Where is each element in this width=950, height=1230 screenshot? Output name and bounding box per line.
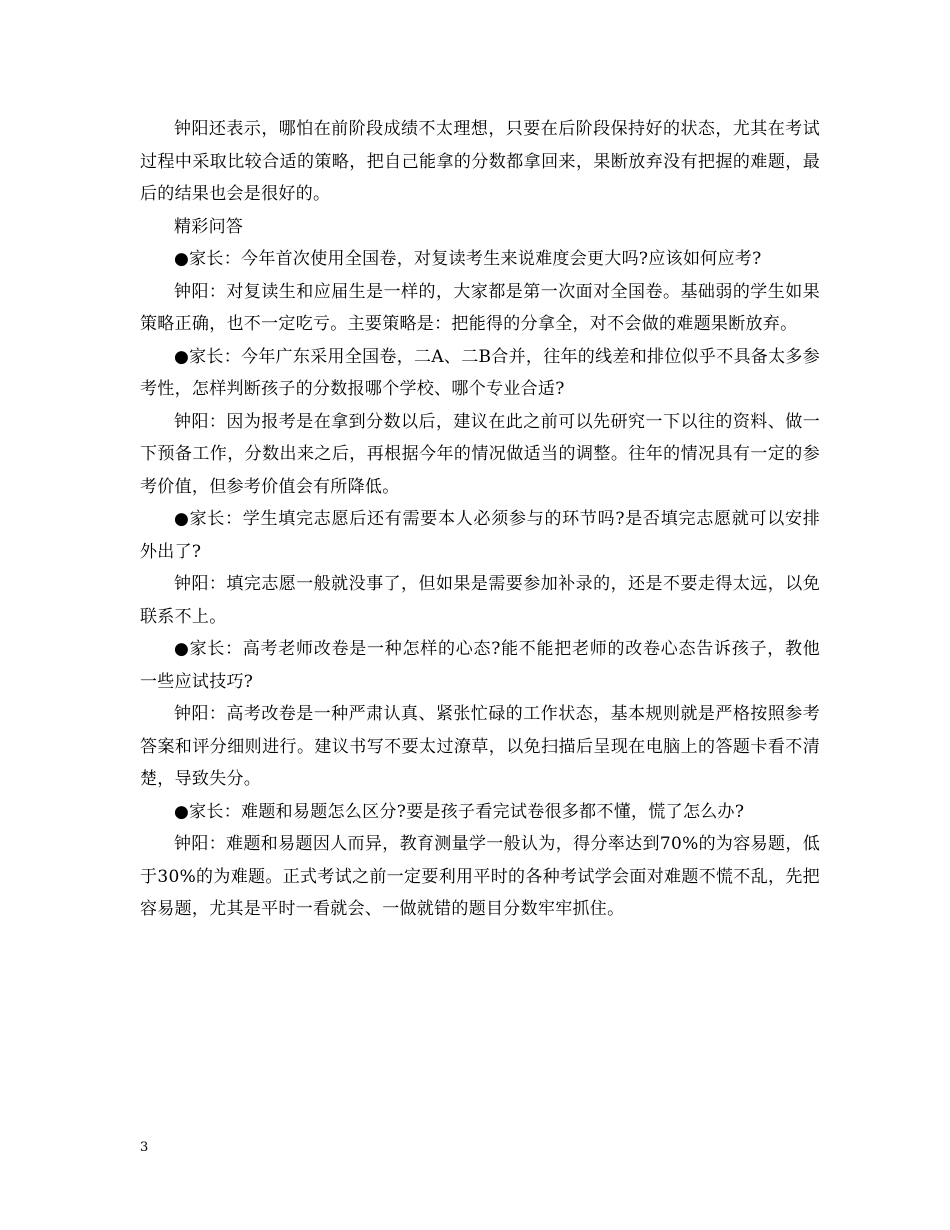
answer-1: 钟阳：对复读生和应届生是一样的，大家都是第一次面对全国卷。基础弱的学生如果策略正确，也不一定吃亏。主要策略是：把能得的分拿全，对不会做的难题果断放弃。 (140, 281, 820, 334)
parent-question-1: ●家长：今年首次使用全国卷，对复读考生来说难度会更大吗?应该如何应考? (174, 249, 762, 269)
document-body (140, 113, 820, 926)
paragraph-summary: 钟阳还表示，哪怕在前阶段成绩不太理想，只要在后阶段保持好的状态，尤其在考试过程中采取比较合适的策略，把自己能拿的分数都拿回来，果断放弃没有把握的难题，最后的结果也会是很好的。 (140, 119, 820, 204)
answer-5: 钟阳：难题和易题因人而异，教育测量学一般认为，得分率达到70%的为容易题，低于30%的为难题。正式考试之前一定要利用平时的各种考试学会面对难题不慌不乱，先把容易题，尤其是平时一看就会、一做就错的题目分数牢牢抓住。 (140, 834, 820, 919)
section-heading-qa: 精彩问答 (174, 216, 244, 237)
answer-2: 钟阳：因为报考是在拿到分数以后，建议在此之前可以先研究一下以往的资料、做一下预备工作，分数出来之后，再根据今年的情况做适当的调整。往年的情况具有一定的参考价值，但参考价值会有所降低。 (140, 411, 820, 497)
parent-question-3: ●家长：学生填完志愿后还有需要本人必须参与的环节吗?是否填完志愿就可以安排外出了? (140, 509, 820, 562)
parent-question-4: ●家长：高考老师改卷是一种怎样的心态?能不能把老师的改卷心态告诉孩子，教他一些应试技巧? (140, 639, 820, 692)
page-number: 3 (140, 1140, 149, 1155)
parent-question-2: ●家长：今年广东采用全国卷，二A、二B合并，往年的线差和排位似乎不具备太多参考性，怎样判断孩子的分数报哪个学校、哪个专业合适? (140, 346, 821, 399)
answer-4: 钟阳：高考改卷是一种严肃认真、紧张忙碌的工作状态，基本规则就是严格按照参考答案和评分细则进行。建议书写不要太过潦草，以免扫描后呈现在电脑上的答题卡看不清楚，导致失分。 (140, 704, 820, 789)
parent-question-5: ●家长：难题和易题怎么区分?要是孩子看完试卷很多都不懂，慌了怎么办? (174, 801, 745, 822)
answer-3: 钟阳：填完志愿一般就没事了，但如果是需要参加补录的，还是不要走得太远，以免联系不上。 (140, 574, 820, 627)
